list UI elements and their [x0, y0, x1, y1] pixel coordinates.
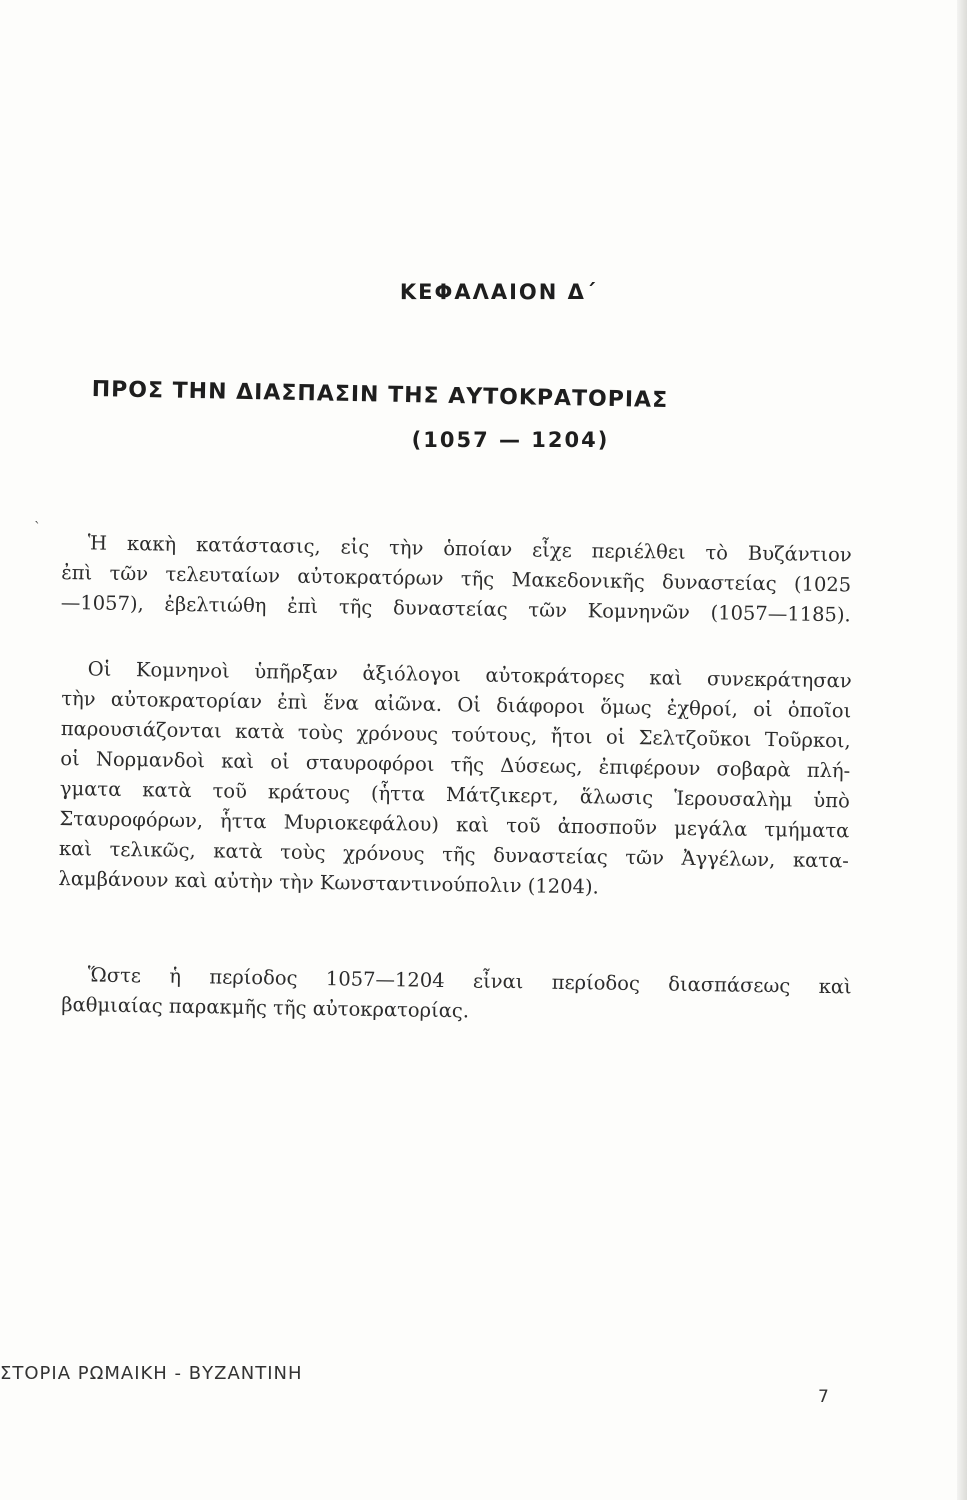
chapter-title: ΠΡΟΣ ΤΗΝ ΔΙΑΣΠΑΣΙΝ ΤΗΣ ΑΥΤΟΚΡΑΤΟΡΙΑΣ	[91, 377, 669, 414]
chapter-label: ΚΕΦΑΛΑΙΟΝ Δ΄	[399, 280, 598, 304]
text-line: Ἡ κακὴ κατάστασις, εἰς τὴν ὁποίαν εἶχε περιέλθει τὸ Βυζάντιον	[87, 531, 852, 567]
paragraph-3	[61, 960, 852, 1032]
paragraph-1	[61, 528, 852, 630]
text-line: βαθμιαίας παρακμῆς τῆς αὐτοκρατορίας.	[61, 992, 470, 1023]
text-line: τὴν αὐτοκρατορίαν ἐπὶ ἕνα αἰῶνα. Οἱ διάφοροι ὅμως ἐχθροί, οἱ ὁποῖοι	[61, 686, 852, 723]
text-line: Σταυροφόρων, ἧττα Μυριοκεφάλου) καὶ τοῦ ἀποσποῦν μεγάλα τμήματα	[59, 806, 850, 843]
text-line: Ὥστε ἡ περίοδος 1057—1204 εἶναι περίοδος διασπάσεως καὶ	[87, 963, 852, 999]
date-range: (1057 — 1204)	[411, 428, 610, 452]
text-line: —1057), ἐβελτιώθη ἐπὶ τῆς δυναστείας τῶν Κομνηνῶν (1057—1185).	[60, 590, 851, 627]
text-line: ἐπὶ τῶν τελευταίων αὐτοκρατόρων τῆς Μακεδονικῆς δυναστείας (1025	[61, 560, 852, 597]
page-edge	[957, 0, 967, 1500]
footer-series-title: ΣΤΟΡΙΑ ΡΩΜΑΙΚΗ - ΒΥΖΑΝΤΙΝΗ	[0, 1363, 303, 1384]
text-line: παρουσιάζονται κατὰ τοὺς χρόνους τούτους, ἤτοι οἱ Σελτζοῦκοι Τοῦρκοι,	[60, 716, 851, 753]
text-line: λαμβάνουν καὶ αὐτὴν τὴν Κωνσταντινούπολιν (1204).	[58, 866, 599, 899]
text-line: καὶ τελικῶς, κατὰ τοὺς χρόνους τῆς δυναστείας τῶν Ἀγγέλων, κατα-	[58, 836, 850, 873]
text-line: οἱ Νορμανδοὶ καὶ οἱ σταυροφόροι τῆς Δύσεως, ἐπιφέρουν σοβαρὰ πλή-	[60, 746, 851, 783]
paragraph-mark: `	[34, 520, 41, 536]
text-line: γματα κατὰ τοῦ κράτους (ἧττα Μάτζικερτ, ἅλωσις Ἱερουσαλὴμ ὑπὸ	[59, 776, 850, 813]
page-number: 7	[818, 1387, 829, 1407]
text-line: Οἱ Κομνηνοὶ ὑπῆρξαν ἀξιόλογοι αὐτοκράτορες καὶ συνεκράτησαν	[87, 657, 852, 693]
paragraph-2	[58, 654, 852, 906]
